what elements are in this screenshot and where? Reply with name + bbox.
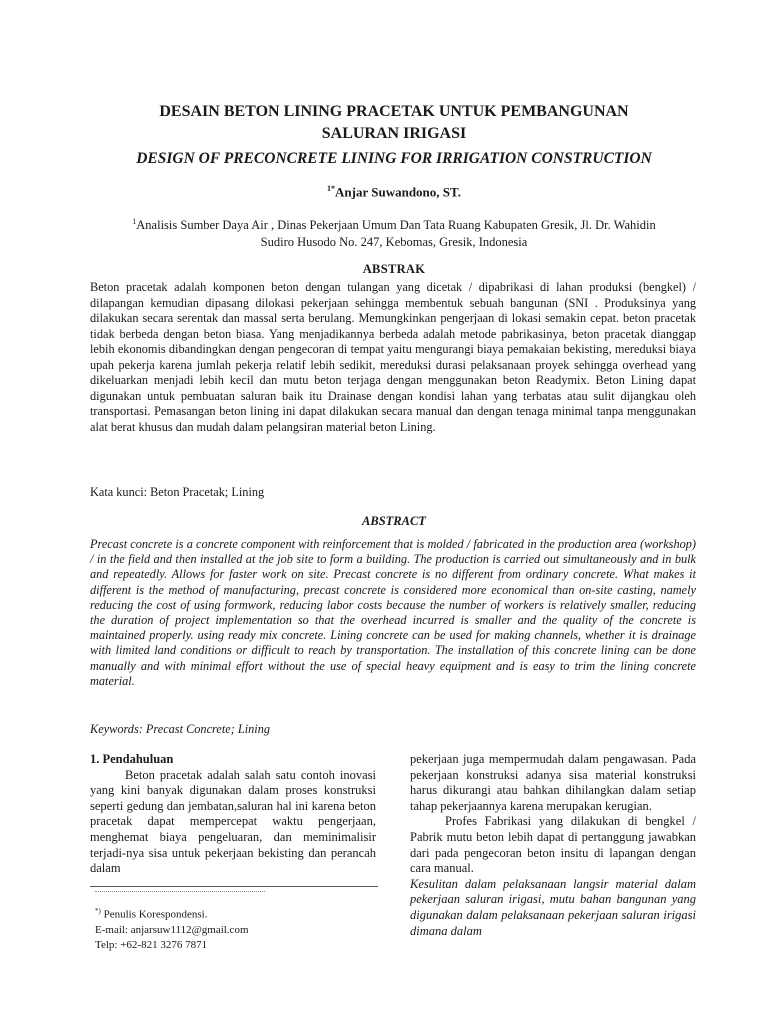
- author-line: [200, 184, 588, 200]
- author-marker: 1*: [327, 184, 336, 193]
- footnote-line-1: Penulis Korespondensi.: [103, 908, 208, 921]
- kata-kunci: Kata kunci: Beton Pracetak; Lining: [90, 485, 265, 499]
- title-line-2: SALURAN IRIGASI: [321, 125, 467, 142]
- abstrak-body: Beton pracetak adalah komponen beton dengan tulangan yang dicetak / dipabrikasi di lahan produksi (bengkel) / dilapangan kemudian dipasang dilokasi pekerjaan sehingga membentuk sebuah bangunan (SNI . Produksinya yang dilakukan secara serentak dan massal serta berulang. Memungkinkan pengerjaan di lokasi semakin cepat. beton pracetak tidak berbeda dengan beton biasa. Yang menjadikannya berbeda adalah metode pabrikasinya, beton pracetak dianggap lebih ekonomis dibandingkan dengan pengecoran di tempat yaitu mengurangi biaya pemakaian bekisting, mereduksi biaya upah pekerja karena jumlah pekerja relatif lebih sedikit, mereduksi durasi pelaksanaan proyek sehingga overhead yang dikeluarkan menjadi lebih kecil dan mutu beton terjaga dengan menggunakan beton Readymix. Beton Lining dapat digunakan untuk pembuatan saluran baik itu Drainase dengan kondisi lahan yang terbatas atau sulit dijangkau oleh transportasi. Pemasangan beton lining ini dapat dilakukan secara manual dan dengan tenaga minimal tanpa menggunakan alat berat khusus dan mudah dalam pelangsiran material beton Lining.: [90, 280, 696, 434]
- author-name: Anjar Suwandono, ST.: [335, 184, 461, 200]
- intro-paragraph-2: pekerjaan juga mempermudah dalam pengawasan. Pada pekerjaan konstruksi adanya sisa material konstruksi harus dikurangi atau bahkan dihilangkan dalam setiap tahap pekerjaannya karena merupakan kerugian.: [410, 752, 696, 813]
- footnote-rule: [90, 886, 378, 887]
- section-heading: 1. Pendahuluan: [90, 752, 174, 766]
- intro-paragraph-4: Kesulitan dalam pelaksanaan langsir material dalam pekerjaan saluran irigasi, mutu bahan bangunan yang digunakan dalam pelaksanaan pekerjaan saluran irigasi dimana dalam: [410, 876, 696, 938]
- footnote: [95, 904, 375, 953]
- affiliation-marker: 1: [132, 217, 137, 226]
- footnote-email: E-mail: anjarsuw1112@gmail.com: [95, 923, 249, 936]
- right-column: [410, 752, 696, 939]
- affiliation: [90, 213, 698, 251]
- left-column: [90, 752, 376, 877]
- intro-paragraph-3: Profes Fabrikasi yang dilakukan di bengkel / Pabrik mutu beton lebih dapat di pertanggung jawabkan dari pada pengecoran beton insitu di lapangan dengan cara manual.: [410, 814, 696, 876]
- affiliation-line-1: Analisis Sumber Daya Air , Dinas Pekerjaan Umum Dan Tata Ruang Kabupaten Gresik, Jl. Dr. Wahidin: [136, 218, 656, 233]
- paper-title: [90, 101, 698, 145]
- title-line-1: DESAIN BETON LINING PRACETAK UNTUK PEMBANGUNAN: [159, 103, 629, 120]
- abstrak-heading: ABSTRAK: [362, 262, 426, 276]
- keywords: Keywords: Precast Concrete; Lining: [90, 722, 270, 736]
- footnote-phone: Telp: +62-821 3276 7871: [95, 938, 208, 951]
- affiliation-line-2: Sudiro Husodo No. 247, Kebomas, Gresik, Indonesia: [260, 235, 528, 250]
- footnote-dotted-line: [95, 891, 265, 892]
- abstract-body: Precast concrete is a concrete component with reinforcement that is molded / fabricated in the production area (workshop) / in the field and then installed at the job site to form a building. The production is carried out simultaneously and in bulk and repeatedly. Allows for faster work on site. Precast concrete is no different from ordinary concrete. What makes it different is the method of manufacturing, precast concrete is considered more economical than on-site casting, namely reducing the cost of using formwork, reducing labor costs because the number of workers is relatively smaller, reducing the duration of project implementation so that the overhead incurred is smaller and the quality of the concrete is maintained properly. using ready mix concrete. Lining concrete can be used for making channels, whether it is drainage with limited land conditions or difficult to reach by transportation. The installation of this concrete lining can be done manually and with minimal effort without the use of special heavy equipment and is easy to trim the lining concrete material.: [90, 537, 696, 688]
- footnote-marker: *): [95, 907, 101, 915]
- english-title: DESIGN OF PRECONCRETE LINING FOR IRRIGATION CONSTRUCTION: [136, 150, 652, 167]
- intro-paragraph-1: Beton pracetak adalah salah satu contoh inovasi yang kini banyak digunakan dalam proses konstruksi seperti gedung dan jembatan,saluran hal ini karena beton pracetak dapat mempercepat waktu pengerjaan, menghemat biaya pengeluaran, dan meminimalisir terjadi-nya sisa untuk pekerjaan bekisting dan perancah dalam: [90, 767, 376, 876]
- abstract-heading: ABSTRACT: [362, 514, 426, 528]
